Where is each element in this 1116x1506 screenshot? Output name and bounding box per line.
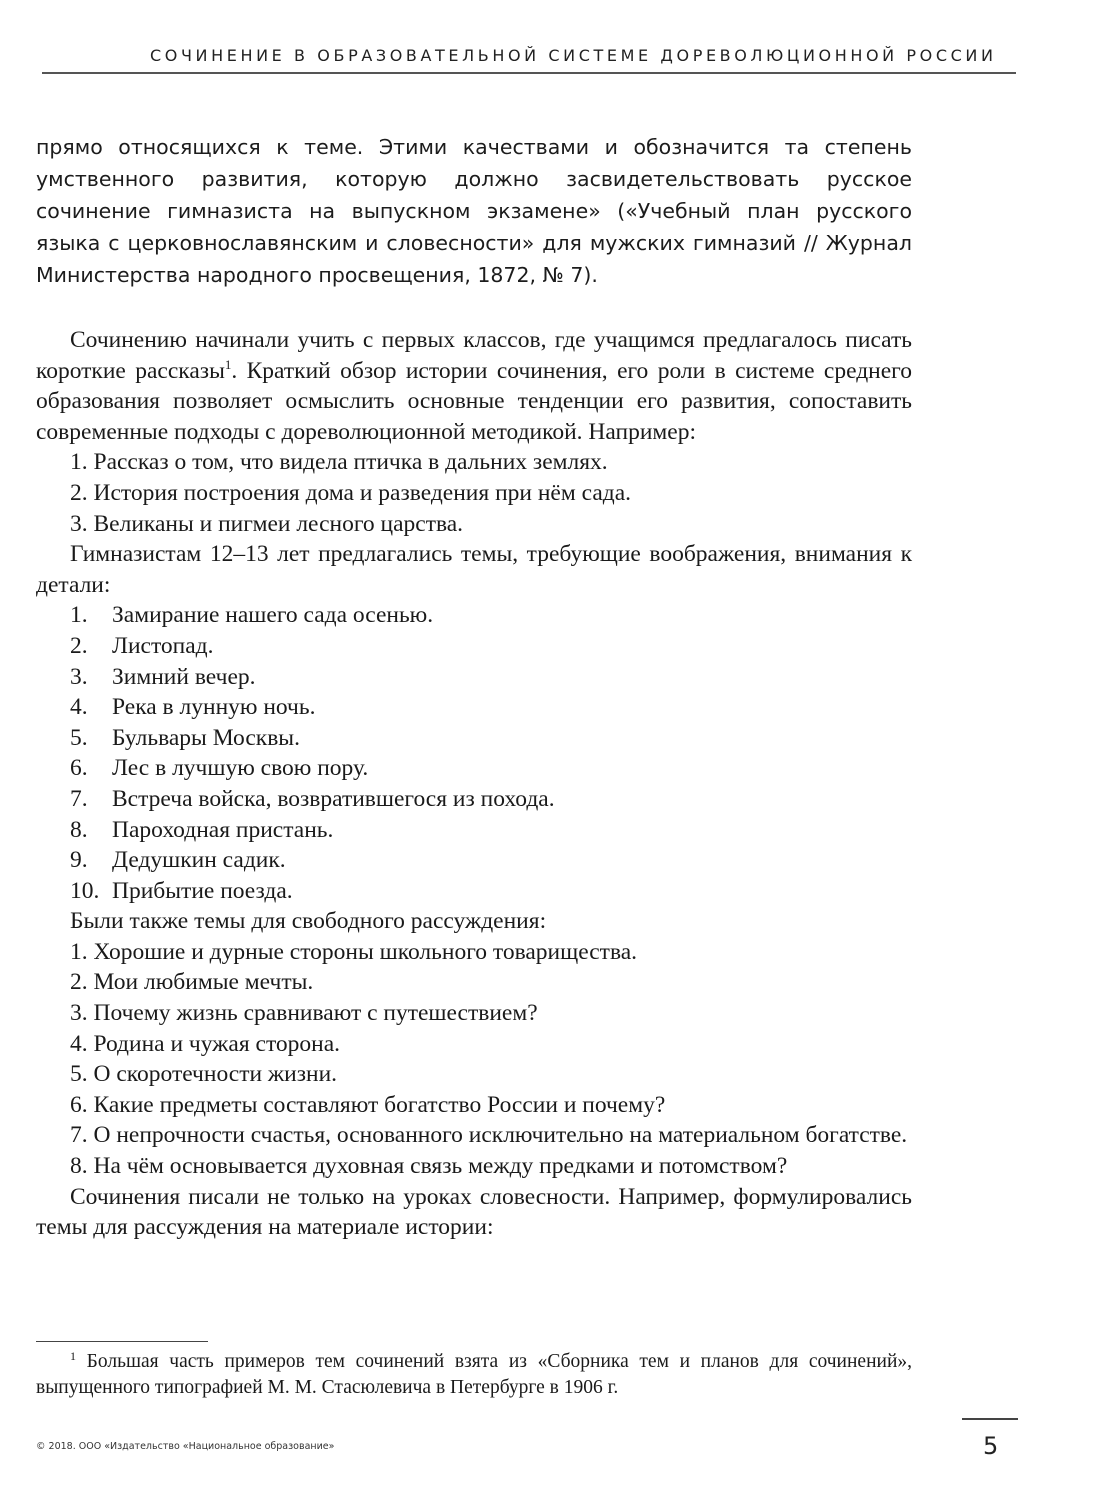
list-item [36, 753, 912, 784]
copyright-notice: © 2018. ООО «Издательство «Национальное образование» [36, 1441, 335, 1452]
list-item: 6. Какие предметы составляют богатство России и почему? [70, 1091, 666, 1118]
list-item: 2. История построения дома и разведения при нём сада. [70, 479, 632, 506]
main-text [36, 325, 912, 1243]
list-item-number: 7. [70, 785, 88, 812]
list-item-text: Зимний вечер. [112, 663, 256, 690]
list-item-text: Лес в лучшую свою пору. [112, 755, 369, 782]
list-item [36, 600, 912, 631]
list-item-number: 3. [70, 663, 88, 690]
intro-paragraph [36, 325, 912, 447]
list-item-text: Замирание нашего сада осенью. [112, 602, 434, 629]
list-item: 1. Рассказ о том, что видела птичка в дальних землях. [70, 449, 608, 476]
list-item-number: 4. [70, 694, 88, 721]
list-item [36, 815, 912, 846]
list-item-text: Встреча войска, возвратившегося из похода. [112, 785, 555, 812]
list-item-text: Листопад. [112, 632, 214, 659]
imagination-topics-intro: Гимназистам 12–13 лет предлагались темы, требующие воображения, внимания к детали: [36, 541, 912, 598]
list-item [36, 723, 912, 754]
list-item-number: 1. [70, 602, 88, 629]
closing-paragraph: Сочинения писали не только на уроках словесности. Например, формулировались темы для рассуждения на материале истории: [36, 1183, 912, 1241]
list-item-text: Прибытие поезда. [112, 877, 293, 904]
list-item-number: 2. [70, 632, 88, 659]
list-item [36, 845, 912, 876]
page-number-rule [962, 1418, 1018, 1420]
list-item [36, 662, 912, 693]
list-item-number: 8. [70, 816, 88, 843]
list-item-text: Дедушкин садик. [112, 847, 286, 874]
list-item-number: 10. [70, 877, 100, 904]
list-item: 3. Почему жизнь сравнивают с путешествием? [70, 1000, 538, 1027]
page-number: 5 [983, 1432, 999, 1460]
footnote-text: Большая часть примеров тем сочинений взята из «Сборника тем и планов для сочинений», выпущенного типографией М. М. Стасюлевича в Петербурге в 1906 г. [36, 1351, 913, 1398]
reasoning-topics-intro: Были также темы для свободного рассуждения: [70, 908, 547, 935]
list-item-number: 5. [70, 724, 88, 751]
running-header-title: СОЧИНЕНИЕ В ОБРАЗОВАТЕЛЬНОЙ СИСТЕМЕ ДОРЕВОЛЮЦИОННОЙ РОССИИ [150, 46, 997, 65]
imagination-topics-list [36, 600, 912, 906]
list-item-text: 7. О непрочности счастья, основанного исключительно на материальном богатстве. [70, 1122, 908, 1149]
list-item-number: 9. [70, 847, 88, 874]
list-item-number: 6. [70, 755, 88, 782]
list-item: 1. Хорошие и дурные стороны школьного товарищества. [70, 938, 638, 965]
early-topics-list [36, 447, 912, 539]
footnote-rule [36, 1341, 208, 1342]
list-item-text: Река в лунную ночь. [112, 694, 316, 721]
intro-text-before-note: Сочинению начинали учить с первых классов, где учащимся предлагалось писать короткие рассказы [36, 327, 912, 384]
list-item [36, 784, 912, 815]
list-item-text: Бульвары Москвы. [112, 724, 300, 751]
quote-continuation: прямо относящихся к теме. Этими качествами и обозначится та степень умственного развития, которую должно засвидетельствовать русское сочинение гимназиста на выпускном экзамене» («Учебный план русского языка с церковнославянским и словесности» для мужских гимназий // Журнал Министерства народного просвещения, 1872, № 7). [36, 135, 912, 287]
footnote-marker: 1 [70, 1349, 76, 1363]
list-item: 4. Родина и чужая сторона. [70, 1030, 341, 1057]
list-item-text: Пароходная пристань. [112, 816, 334, 843]
list-item [36, 876, 912, 907]
header-rule [42, 72, 1016, 74]
reasoning-topics-list [36, 937, 912, 1182]
list-item [36, 631, 912, 662]
intro-text-after-note: . Краткий обзор истории сочинения, его роли в системе среднего образования позволяет осмыслить основные тенденции его развития, сопоставить современные подходы с дореволюционной методикой. Например: [36, 357, 912, 445]
list-item [36, 692, 912, 723]
list-item [36, 1120, 912, 1151]
footnote [36, 1349, 912, 1401]
list-item: 5. О скоротечности жизни. [70, 1061, 338, 1088]
list-item: 3. Великаны и пигмеи лесного царства. [70, 510, 464, 537]
footnote-reference[interactable]: 1 [224, 356, 232, 372]
list-item: 2. Мои любимые мечты. [70, 969, 314, 996]
list-item: 8. На чём основывается духовная связь между предками и потомством? [70, 1153, 788, 1180]
